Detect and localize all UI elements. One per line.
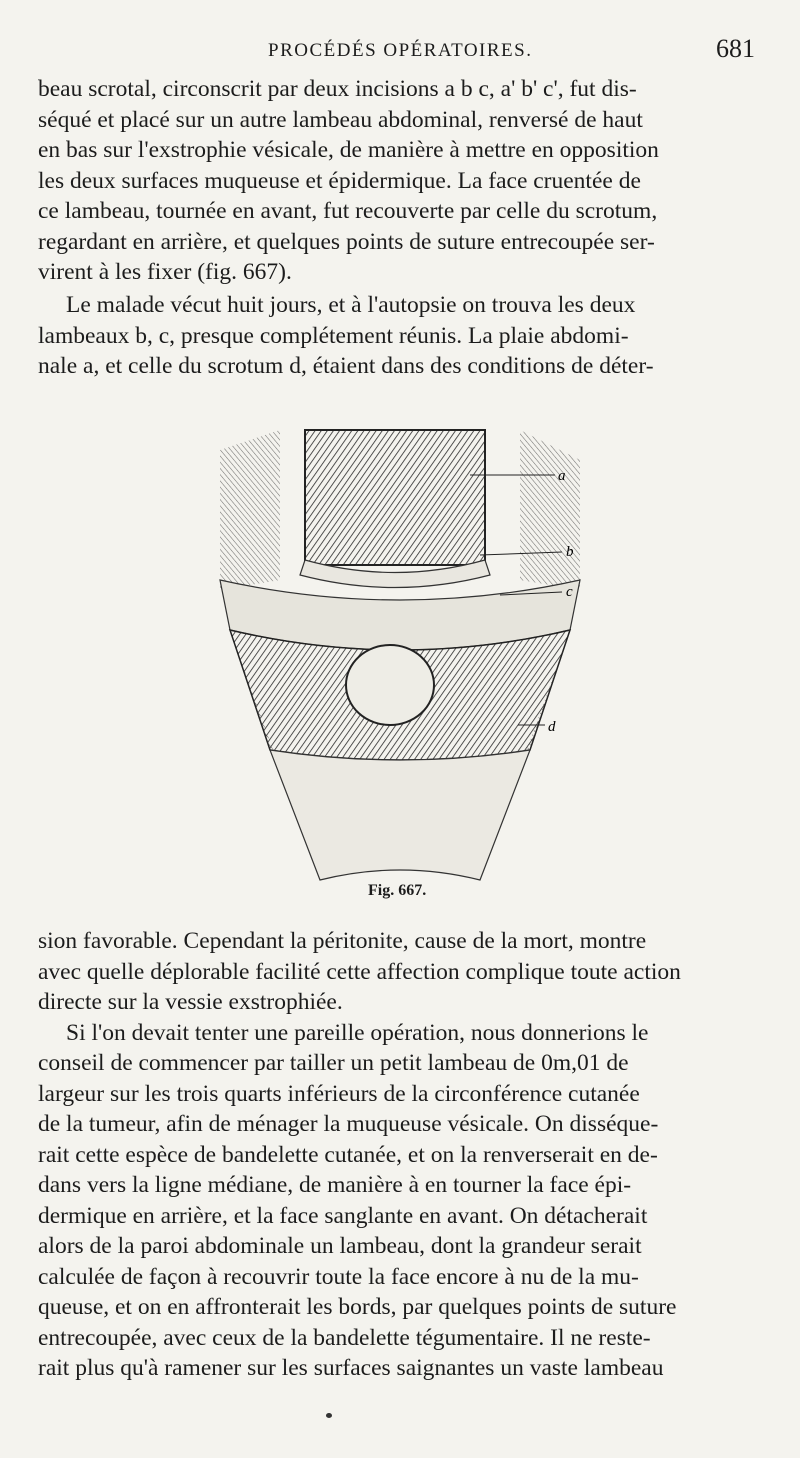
- running-title: PROCÉDÉS OPÉRATOIRES.: [268, 40, 533, 61]
- text-line: nale a, et celle du scrotum d, étaient dans des conditions de déter-: [38, 353, 654, 379]
- figure-label-a: a: [558, 468, 566, 484]
- text-line: lambeaux b, c, presque complétement réunis. La plaie abdomi-: [38, 322, 629, 349]
- text-line: virent à les fixer (fig. 667).: [38, 259, 292, 285]
- paragraph-top: [38, 74, 764, 288]
- text-line: de la tumeur, afin de ménager la muqueuse vésicale. On disséque-: [38, 1111, 659, 1137]
- page-number: 681: [716, 34, 755, 63]
- figure-label-b: b: [566, 544, 574, 560]
- text-line: calculée de façon à recouvrir toute la face encore à nu de la mu-: [38, 1263, 639, 1290]
- text-line: queuse, et on en affronterait les bords, par quelques points de suture: [38, 1294, 677, 1320]
- text-line: beau scrotal, circonscrit par deux incisions a b c, a' b' c', fut dis-: [38, 76, 637, 102]
- text-line: entrecoupée, avec ceux de la bandelette tégumentaire. Il ne reste-: [38, 1324, 651, 1351]
- text-line: Si l'on devait tenter une pareille opération, nous donnerions le: [66, 1019, 649, 1046]
- text-line: regardant en arrière, et quelques points de suture entrecoupée ser-: [38, 228, 655, 255]
- figure-label-c: c: [566, 584, 573, 600]
- text-line: rait cette espèce de bandelette cutanée, et on la renverserait en de-: [38, 1141, 658, 1168]
- figure-caption: Fig. 667.: [368, 882, 427, 899]
- text-line: Le malade vécut huit jours, et à l'autopsie on trouva les deux: [66, 292, 636, 318]
- text-line: ce lambeau, tournée en avant, fut recouverte par celle du scrotum,: [38, 198, 658, 224]
- paragraph-bottom: [38, 926, 764, 1384]
- text-line: conseil de commencer par tailler un petit lambeau de 0m,01 de: [38, 1050, 629, 1076]
- text-line: rait plus qu'à ramener sur les surfaces saignantes un vaste lambeau: [38, 1355, 664, 1381]
- page-header: [0, 34, 800, 64]
- text-line: avec quelle déplorable facilité cette affection complique toute action: [38, 958, 681, 985]
- text-line: séqué et placé sur un autre lambeau abdominal, renversé de haut: [38, 106, 643, 133]
- text-line: largeur sur les trois quarts inférieurs de la circonférence cutanée: [38, 1080, 640, 1107]
- text-line: sion favorable. Cependant la péritonite, cause de la mort, montre: [38, 928, 647, 954]
- paragraph-autopsy: [38, 290, 764, 382]
- text-line: les deux surfaces muqueuse et épidermique. La face cruentée de: [38, 167, 641, 194]
- text-line: directe sur la vessie exstrophiée.: [38, 989, 343, 1015]
- text-line: dermique en arrière, et la face sanglante en avant. On détacherait: [38, 1202, 648, 1229]
- text-line: en bas sur l'exstrophie vésicale, de manière à mettre en opposition: [38, 137, 659, 163]
- figure-label-d: d: [548, 719, 556, 735]
- surgical-figure: [200, 420, 600, 890]
- text-line: alors de la paroi abdominale un lambeau, dont la grandeur serait: [38, 1233, 642, 1259]
- ink-dot: [326, 1413, 332, 1418]
- text-line: dans vers la ligne médiane, de manière à en tourner la face épi-: [38, 1172, 632, 1198]
